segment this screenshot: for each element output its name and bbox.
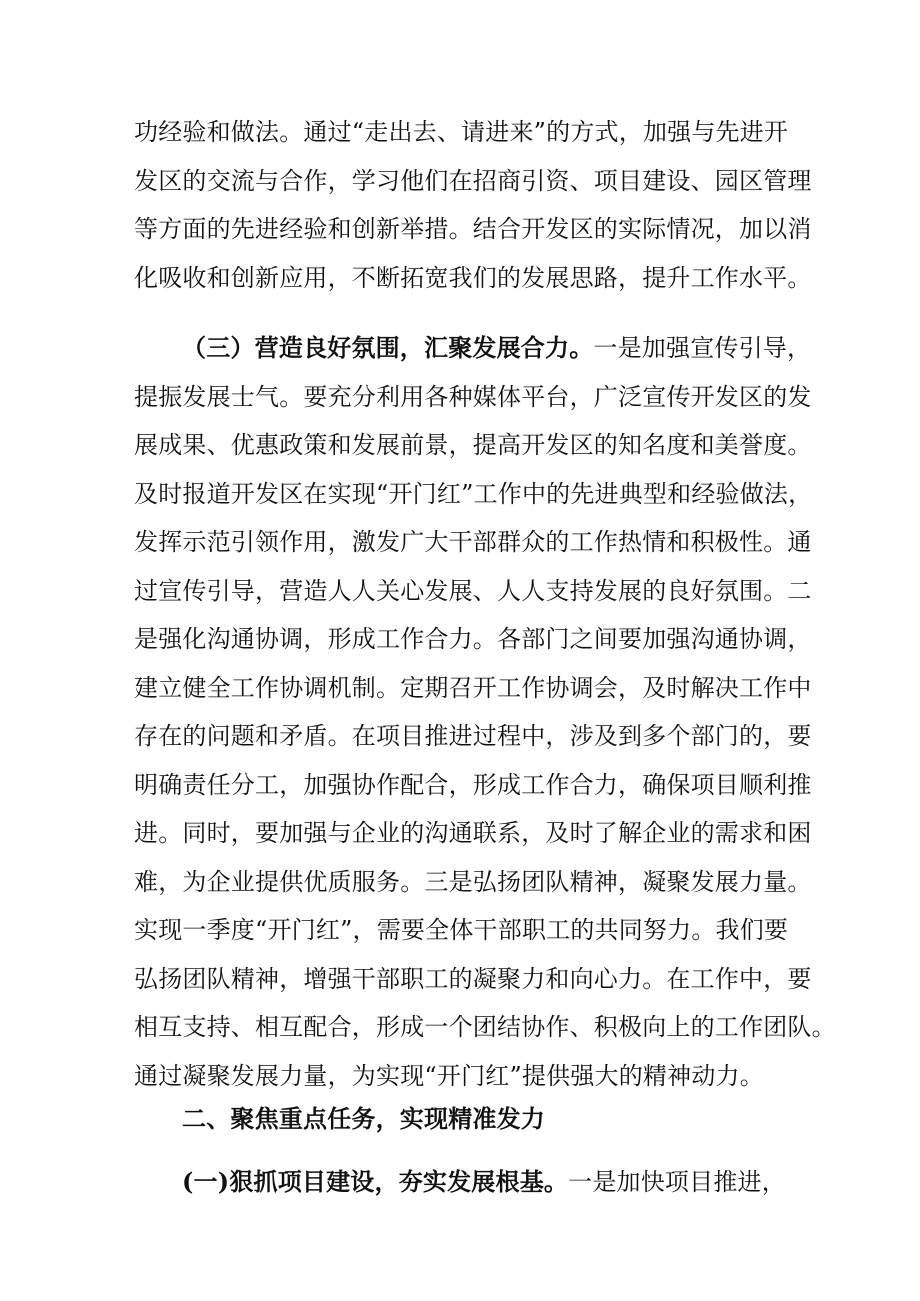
text-line: 建立健全工作协调机制。定期召开工作协调会，及时解决工作中 — [134, 673, 812, 702]
text-line: 弘扬团队精神，增强干部职工的凝聚力和向心力。在工作中，要 — [134, 964, 812, 993]
text-line: 相互支持、相互配合，形成一个团结协作、积极向上的工作团队。 — [134, 1013, 836, 1041]
text-line: 进。同时，要加强与企业的沟通联系，及时了解企业的需求和困 — [134, 819, 812, 847]
section-heading-block — [134, 1095, 774, 1144]
text-line: 难，为企业提供优质服务。三是弘扬团队精神，凝聚发展力量。 — [134, 867, 812, 896]
text-line: 发区的交流与合作，学习他们在招商引资、项目建设、园区管理 — [134, 166, 812, 195]
paragraph-atmosphere — [134, 324, 836, 1100]
first-line-text: 一是加强宣传引导， — [593, 334, 812, 362]
text-line: 等方面的先进经验和创新举措。结合开发区的实际情况，加以消 — [134, 215, 812, 243]
text-line: 提振发展士气。要充分利用各种媒体平台，广泛宣传开发区的发 — [134, 382, 812, 411]
subsection-heading: (一)狠抓项目建设，夯实发展根基。 — [182, 1167, 569, 1196]
text-line: 化吸收和创新应用，不断拓宽我们的发展思路，提升工作水平。 — [134, 263, 812, 292]
first-line-text: 一是加快项目推进， — [568, 1168, 786, 1196]
text-line: 通过凝聚发展力量，为实现“开门红”提供强大的精神动力。 — [134, 1061, 764, 1090]
text-line: 明确责任分工，加强协作配合，形成工作合力，确保项目顺利推 — [134, 770, 812, 799]
text-line: 存在的问题和矛盾。在项目推进过程中，涉及到多个部门的，要 — [134, 722, 812, 750]
subsection-heading: （三）营造良好氛围，汇聚发展合力。 — [182, 333, 594, 362]
text-line: 过宣传引导，营造人人关心发展、人人支持发展的良好氛围。二 — [134, 576, 812, 605]
paragraph-projects — [134, 1158, 786, 1207]
paragraph-experience — [134, 108, 812, 302]
text-line: 发挥示范引领作用，激发广大干部群众的工作热情和积极性。通 — [134, 528, 812, 556]
text-line: 实现一季度“开门红”，需要全体干部职工的共同努力。我们要 — [134, 916, 789, 944]
text-line: 功经验和做法。通过“走出去、请进来”的方式，加强与先进开 — [134, 118, 789, 146]
first-line — [134, 1158, 786, 1207]
first-line — [134, 324, 812, 373]
text-line: 是强化沟通协调，形成工作合力。各部门之间要加强沟通协调， — [134, 625, 812, 653]
section-heading: 二、聚焦重点任务，实现精准发力 — [182, 1104, 545, 1133]
text-line: 展成果、优惠政策和发展前景，提高开发区的知名度和美誉度。 — [134, 431, 812, 459]
text-line: 及时报道开发区在实现“开门红”工作中的先进典型和经验做法， — [134, 479, 813, 508]
